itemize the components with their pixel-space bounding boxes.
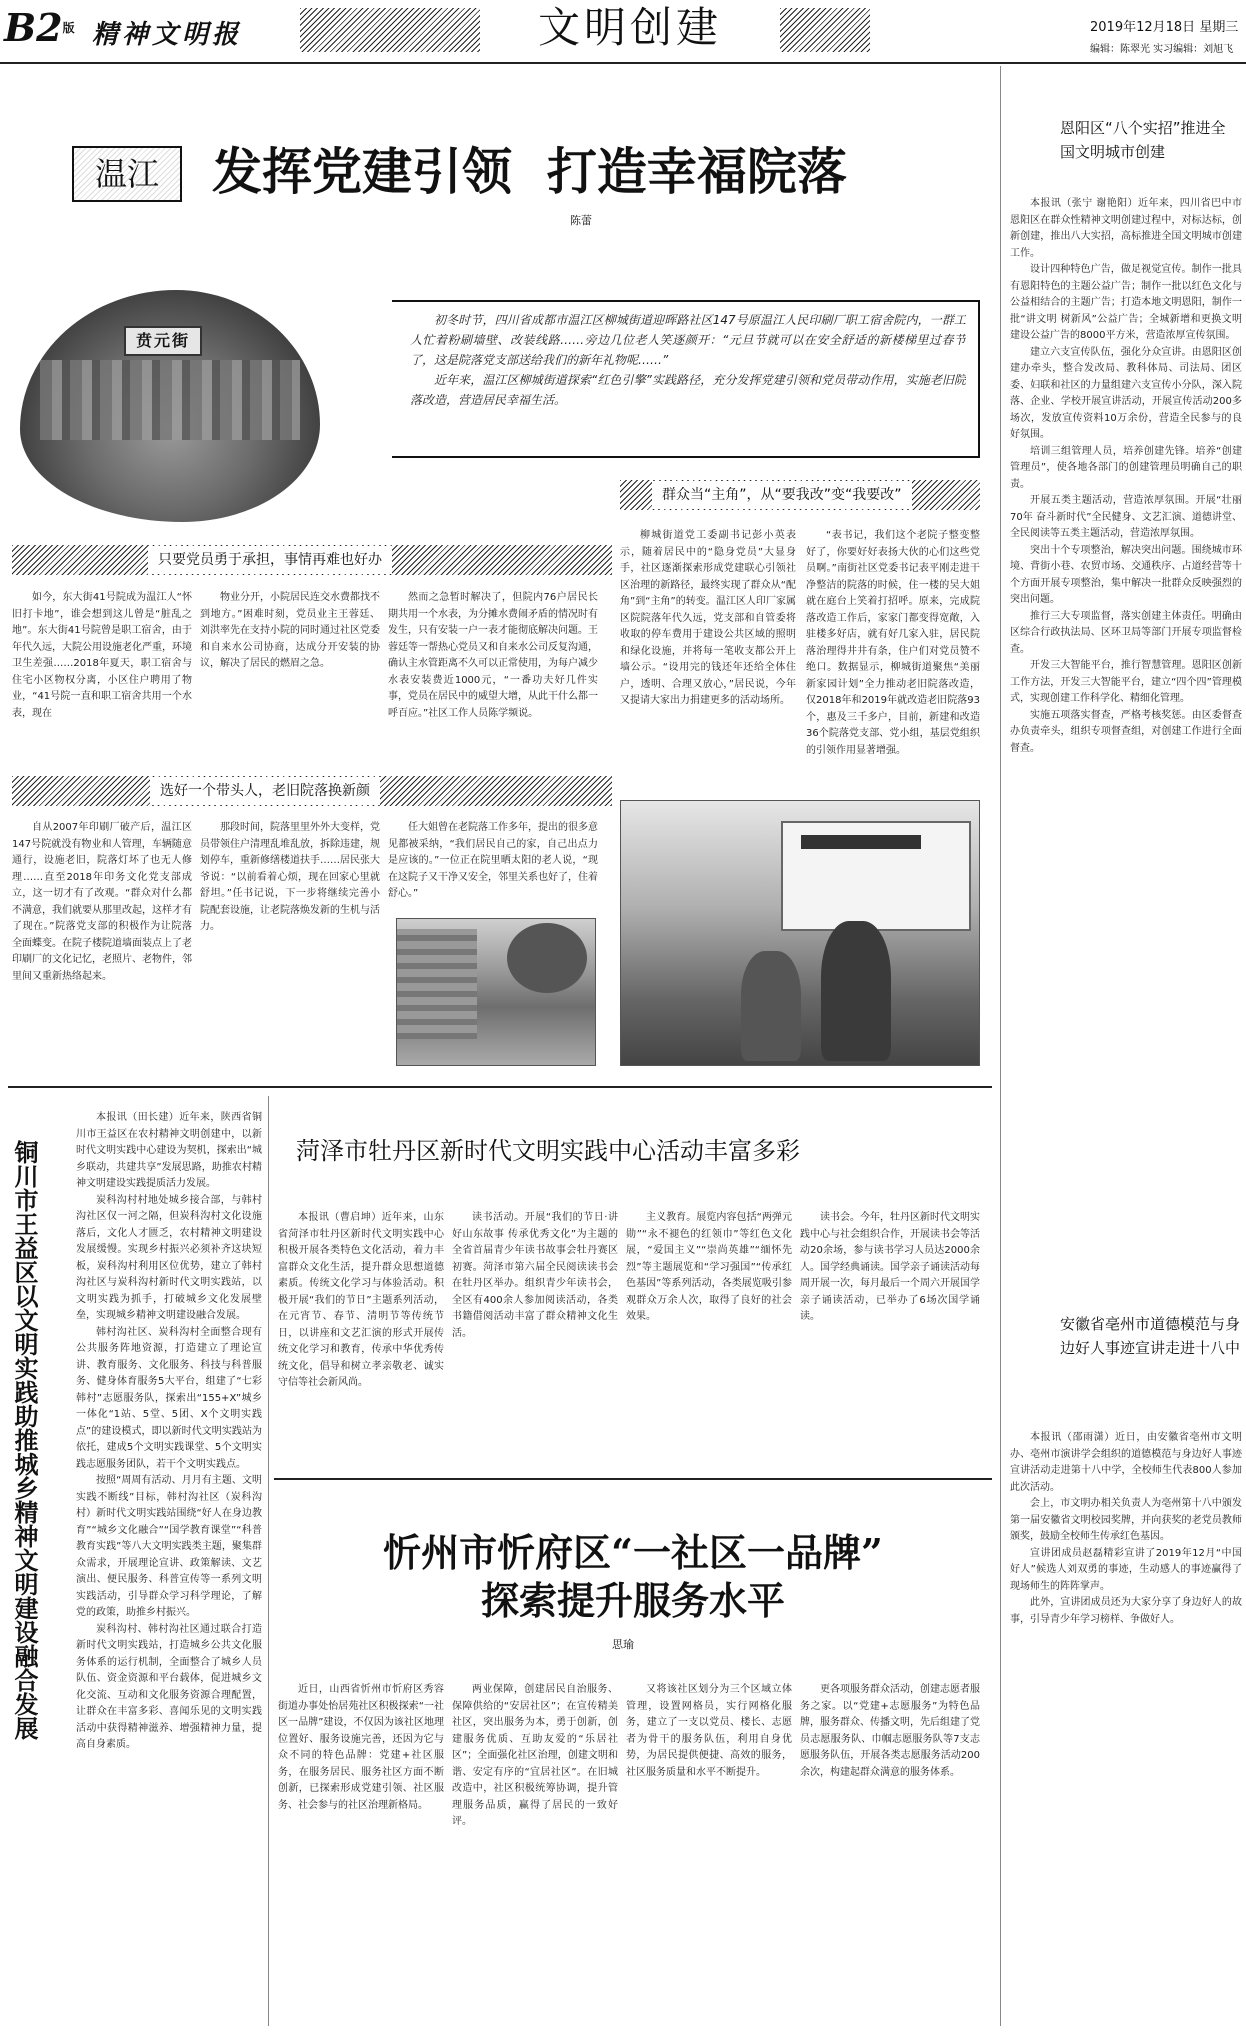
sec-a-col-2: 物业分开，小院居民连交水费都找不到地方。”困难时刻，党员业主王蓉廷、刘洪率先在支持小院的同时通过社区党委和自来水公司协商，达成分开安装的协议，解决了居民的燃眉之急。 <box>200 592 380 669</box>
page-number-value: B2 <box>4 5 63 50</box>
editors: 编辑：陈翠光 实习编辑：刘旭飞 <box>1090 44 1234 55</box>
sec-c-col-2: 那段时间，院落里里外外大变样，党员带领住户清理乱堆乱放，拆除违建，规划停车，重新修缮楼道扶手……居民张大爷说：“以前看着心烦，现在回家心里就舒坦。”任书记说，下一步将继续完善小院配套设施，让老院落焕发新的生机与活力。 <box>200 822 380 932</box>
sidebar-top-p2: 设计四种特色广告，做足视觉宣传。制作一批具有恩阳特色的主题公益广告；制作一批以红色文化与公益相结合的主题广告；打造本地文明恩阳，制作一批“讲文明 树新风”公益广告；全城新增和更换文明建设公益广告的8000平方米，营造浓厚宣传氛围。 <box>1010 264 1242 341</box>
sidebar-top-p8: 开发三大智能平台，推行智慧管理。恩阳区创新工作方法，开发三大智能平台，建立“四个四”管理模式，实现创建工作科学化、精细化管理。 <box>1010 660 1242 704</box>
sidebar-top-title: 恩阳区“八个实招”推进全国文明城市创建 <box>1060 119 1226 161</box>
page-number-suffix: 版 <box>62 21 75 35</box>
heze-col-4: 读书会。今年，牡丹区新时代文明实践中心与社会组织合作，开展读书会等活动20余场，参与读书学习人员达2000余人。国学经典诵读。国学亲子诵读活动每周开展一次，每月最后一个周六开展国学亲子诵读活动，已举办了6场次国学诵读。 <box>800 1212 980 1322</box>
xinzhou-byline: 思瑜 <box>612 1638 634 1651</box>
xinzhou-col-3: 又将该社区划分为三个区域立体管理，设置网格员，实行网格化服务，建立了一支以党员、楼长、志愿者为骨干的服务队伍，利用自身优势，为居民提供便捷、高效的服务，社区服务质量和水平不断提升。 <box>626 1684 792 1778</box>
courtyard-photo <box>396 918 596 1066</box>
xinzhou-col-1: 近日，山西省忻州市忻府区秀容街道办事处怡居苑社区积极探索“一社区一品牌”建设，不仅因为该社区地理位置好、服务设施完善，还因为它与众不同的特色品牌：党建+社区服务，在服务居民、服务社区方面不断创新，已探索形成党建引领、社区服务、社会参与的社区治理新格局。 <box>278 1684 444 1811</box>
main-byline: 陈蕾 <box>570 214 592 227</box>
sidebar-top-body <box>1010 196 1242 1230</box>
xinzhou-col-4: 更各项服务群众活动，创建志愿者服务之家。以“党建+志愿服务”为特色品牌，服务群众、传播文明，先后组建了党员志愿服务队、巾帼志愿服务队等7支志愿服务队伍，开展各类志愿服务活动200余次，构建起群众满意的服务体系。 <box>800 1684 980 1778</box>
volunteer-photo <box>620 800 980 1066</box>
subhead-3: 选好一个带头人，老旧院落换新颜 <box>150 777 380 805</box>
lead-photo <box>20 290 320 522</box>
sec-a-col-3: 然而之急暂时解决了，但院内76户居民长期共用一个水表，为分摊水费闹矛盾的情况时有发生，只有安装一户一表才能彻底解决问题。王蓉廷等一帮热心党员又和自来水公司反复沟通，确认主水管距离不久可以正常使用，为每户减少水表安装费近1000元，“一番功夫好几件实事，党员在居民中的威望大增，从此干什么都一呼百应。”社区工作人员陈学频说。 <box>388 592 598 719</box>
issue-date-value: 2019年12月18日 <box>1090 20 1196 35</box>
sidebar-top-p9: 实施五项落实督查，严格考核奖惩。由区委督查办负责牵头，组织专项督查组，对创建工作进行全面督查。 <box>1010 709 1242 754</box>
wall-mural <box>40 360 300 440</box>
tongchuan-body <box>76 1110 262 2026</box>
sidebar-top-p4: 培训三组管理人员，培养创建先锋。培养“创建管理员”，使各地各部门的创建管理员明确自己的职责。 <box>1010 445 1242 490</box>
main-story-bottom-rule <box>8 1086 992 1088</box>
sidebar-bottom-body <box>1010 1430 1242 2026</box>
sec-a-col-1: 如今，东大街41号院成为温江人“怀旧打卡地”，谁会想到这儿曾是“脏乱之地”。东大街41号院曾是职工宿舍，由于年代久远，大院公用设施老化严重，环境卫生差强……2018年夏天，职工宿舍与住宅小区物权分离，小区住户聘用了物业，“41号院一直和职工宿舍共用一个水表，现在 <box>12 592 192 719</box>
issue-weekday: 星期三 <box>1199 20 1239 35</box>
courtyard-building <box>397 929 477 1039</box>
heze-col-1: 本报讯（曹启坤）近年来，山东省菏泽市牡丹区新时代文明实践中心积极开展各类特色文化活动，着力丰富群众文化生活，提升群众思想道德素质。传统文化学习与体验活动。积极开展“我们的节日”主题系列活动，在元宵节、春节、清明节等传统节日，以讲座和文艺汇演的形式开展传统文化学习和教育，传承中华优秀传统文化，倡导和树立孝亲敬老、诚实守信等社会新风尚。 <box>278 1212 444 1388</box>
sidebar-top-p3: 建立六支宣传队伍，强化分众宣讲。由恩阳区创建办牵头，整合发改局、教科体局、司法局、团区委、妇联和社区的力量组建六支宣传小分队，深入院落、企业、学校开展宣讲活动，开展宣传活动200多场次，发放宣传资料10万余份，营造全民参与的良好氛围。 <box>1010 346 1242 440</box>
sec-c-col-3: 任大姐曾在老院落工作多年，提出的很多意见都被采纳，“我们居民自己的家，自己出点力是应该的。”一位正在院里晒太阳的老人说，“现在这院子又干净又安全，邻里关系也好了，住着舒心。” <box>388 822 598 899</box>
sidebar-bottom-p1: 本报讯（邵雨潇）近日，由安徽省亳州市文明办、亳州市演讲学会组织的道德模范与身边好人事迹宣讲活动走进第十八中学，全校师生代表800人参加此次活动。 <box>1010 1432 1242 1493</box>
masthead-rule <box>0 62 1246 64</box>
subhead-2: 只要党员勇于承担，事情再难也好办 <box>148 546 392 574</box>
subhead-1: 群众当“主角”，从“要我改”变“我要改” <box>652 481 912 509</box>
tongchuan-p2: 炭科沟村村地处城乡接合部，与韩村沟社区仅一河之隔，但炭科沟村文化设施落后，文化人才匮乏，农村精神文明建设发展缓慢。实现乡村振兴必须补齐这块短板，炭科沟村利用区位优势，建立了韩村沟社区与炭科沟村新时代文明实践站，以文明实践为抓手，打破城乡文化发展壁垒，实现城乡精神文明建设融合发展。 <box>76 1194 262 1321</box>
heze-bottom-rule <box>274 1478 992 1480</box>
xinzhou-col-2: 两业保障，创建居民自治服务、保障供给的“安居社区”；在宣传精美社区，突出服务为本，勇于创新，创建服务优质、互助友爱的“乐居社区”；全面强化社区治理，创建文明和谐、安定有序的“宜居社区”。在旧城改造中，社区积极统筹协调，提升管理服务品质，赢得了居民的一致好评。 <box>452 1684 618 1827</box>
sidebar-top-p6: 突出十个专项整治，解决突出问题。围绕城市环境、背街小巷、农贸市场、交通秩序、占道经营等十个方面开展专项整治，集中解决一批群众反映强烈的突出问题。 <box>1010 544 1242 605</box>
heze-col-3: 主义教育。展览内容包括“两弹元勋”“永不褪色的红领巾”等红色文化展，“爱国主义”“崇尚英雄”“缅怀先烈”等主题展览和“学习强国”“传承红色基因”等系列活动，各类展览吸引参观群众万余人次，取得了良好的社会效果。 <box>626 1212 792 1322</box>
tongchuan-p4: 按照“周周有活动、月月有主题、文明实践不断线”目标，韩村沟社区（炭科沟村）新时代文明实践站围绕“好人在身边教育”“城乡文化融合”“国学教育课堂”“科普教育实践”等八大文明实践类主题，聚集群众需求，开展理论宣讲、政策解读、文艺演出、便民服务、科普宣传等一系列文明实践活动，引导群众学习科学理论，了解党的政策，助推乡村振兴。 <box>76 1475 262 1618</box>
sec-c-col-1: 自从2007年印刷厂破产后，温江区147号院就没有物业和人管理，车辆随意通行，设施老旧，院落灯坏了也无人修理……直至2018年印务文化党支部成立，这一切才有了改观。“群众对什么都不满意，我们就要从那里改起，这样才有了现在。”院落党支部的积极作为让院落全面蝶变。在院子楼院道墙面装点上了老印刷厂的文化记忆，老照片、老物件，邻里间又重新热络起来。 <box>12 822 192 982</box>
sidebar-top-p1: 本报讯（张宁 谢艳阳）近年来，四川省巴中市恩阳区在群众性精神文明创建过程中，对标达标，创新创建，推出八大实招，高标推进全国文明城市创建工作。 <box>1010 198 1242 259</box>
xinzhou-headline-2: 探索提升服务水平 <box>480 1578 785 1623</box>
tongchuan-divider <box>268 1096 269 2026</box>
page-number <box>4 6 75 50</box>
masthead-hatch-left <box>300 8 480 52</box>
section-label: 文明创建 <box>480 2 780 54</box>
masthead-hatch-right <box>780 8 870 52</box>
xinzhou-headline-1: 忻州市忻府区“一社区一品牌” <box>383 1530 883 1575</box>
sidebar-top-p7: 推行三大专项监督，落实创建主体责任。明确由区综合行政执法局、区环卫局等部门开展专项监督检查。 <box>1010 610 1242 655</box>
paper-name: 精神文明报 <box>92 20 243 50</box>
lead-paragraph-1: 初冬时节，四川省成都市温江区柳城街道迎晖路社区147号原温江人民印刷厂职工宿舍院内，一群工人忙着粉刷墙壁、改装线路……旁边几位老人笑逐颜开：“元旦节就可以在安全舒适的新楼梯里过春节了，这是院落党支部送给我们的新年礼物呢……” <box>410 313 966 367</box>
sidebar-bottom-title: 安徽省亳州市道德模范与身边好人事迹宣讲走进十八中 <box>1060 1315 1241 1357</box>
location-tag: 温江 <box>94 155 159 193</box>
street-sign: 贲元街 <box>124 326 202 356</box>
lead-paragraph-2: 近年来，温江区柳城街道探索“红色引擎”实践路径，充分发挥党建引领和党员带动作用，实施老旧院落改造，营造居民幸福生活。 <box>410 373 966 407</box>
tongchuan-p1: 本报讯（田长建）近年来，陕西省铜川市王益区在农村精神文明创建中，以新时代文明实践中心建设为契机，探索出“城乡联动，共建共享”发展思路，助推农村精神文明建设实践提质活力发展。 <box>76 1112 262 1189</box>
lead-text <box>410 310 966 450</box>
masthead <box>0 0 1246 66</box>
main-headline: 发挥党建引领 打造幸福院落 <box>212 143 847 201</box>
sidebar-divider <box>1000 66 1001 2026</box>
tongchuan-title: 铜川市王益区以文明实践助推城乡精神文明建设融合发展 <box>10 1140 39 1740</box>
heze-headline: 菏泽市牡丹区新时代文明实践中心活动丰富多彩 <box>296 1137 800 1165</box>
volunteer-figure-2 <box>741 951 801 1061</box>
volunteer-figure-1 <box>821 921 891 1061</box>
sidebar-bottom-p2: 会上，市文明办相关负责人为亳州第十八中颁发第一届安徽省文明校园奖牌，并向获奖的老党员教师颁奖，鼓励全校师生传承红色基因。 <box>1010 1498 1242 1542</box>
sec-b-col-1: 柳城街道党工委副书记彭小英表示，随着居民中的“隐身党员”大显身手，社区逐渐探索形成党建联心引领社区治理的新路径，最终实现了群众从“配角”到“主角”的转变。温江区人印厂家属区院院落年代久远，党支部和自管委将收取的停车费用于建设公共区域的照明和绿化设施，并将每一笔收支都公开上墙公示。“设用完的钱还年还给全体住户，透明、合理又放心，”居民说，今年又提请大家出力捐建更多的活动场所。 <box>620 530 796 706</box>
tongchuan-p5: 炭科沟村、韩村沟社区通过联合打造新时代文明实践站，打造城乡公共文化服务体系的运行机制，全面整合了城乡人员队伍、资金资源和平台载体，促进城乡文化交流、互动和文化服务资源合理配置，让群众在丰富多彩、喜闻乐见的文明实践活动中获得精神滋养、增强精神力量，提高自身素质。 <box>76 1623 262 1750</box>
heze-col-2: 读书活动。开展“我们的节日·讲好山东故事 传承优秀文化”为主题的全省首届青少年读书故事会牡丹赛区初赛。菏泽市第六届全民阅读读书会在牡丹区举办。组织青少年读书会，全区有400余人参加阅读活动，各类书籍借阅活动丰富了群众精神文化生活。 <box>452 1212 618 1339</box>
sec-b-col-2: “表书记，我们这个老院子整变整好了，你要好好表扬大伙的心们这些党员啊。”南街社区党委书记表平刚走进干净整洁的院落的时候，住一楼的吴大姐就在庭台上笑着打招呼。原来，完成院落改造工作后，家家门都变得宽敞，入驻楼多好店，就有好几家入驻，居民院落治理得井井有条，住户们对党员赞不绝口。数据显示，柳城街道聚焦“美丽新家园计划”全力推动老旧院落改造，仅2018年和2019年就改造老旧院落93个，惠及三千多户，目前，新建和改造36个院落党支部、党小组，基层党组织的引领作用显著增强。 <box>806 530 980 756</box>
sidebar-top-p5: 开展五类主题活动，营造浓厚氛围。开展“壮丽70年 奋斗新时代”全民健身、文艺汇演、道德讲堂、全民阅读等五类主题活动，营造浓厚氛围。 <box>1010 495 1242 539</box>
courtyard-tree <box>507 923 587 993</box>
tongchuan-p3: 韩村沟社区、炭科沟村全面整合现有公共服务阵地资源，打造建立了理论宣讲、教育服务、文化服务、科技与科普服务、健身体育服务5大平台，组建了“七彩韩村”志愿服务队，探索出“155+X”城乡一体化“1站、5堂、5团、X个文明实践点”的建设模式，即以新时代文明实践站为依托，建成5个文明实践课堂、5个文明实践志愿服务团队，若干个文明实践点。 <box>76 1326 262 1470</box>
sidebar-bottom-p4: 此外，宣讲团成员还为大家分享了身边好人的故事，引导青少年学习榜样、争做好人。 <box>1010 1597 1242 1625</box>
board-sign <box>801 835 921 849</box>
sidebar-bottom-p3: 宣讲团成员赵磊精彩宣讲了2019年12月“中国好人”候选人刘双勇的事迹，生动感人的事迹赢得了现场师生的阵阵掌声。 <box>1010 1547 1242 1592</box>
issue-date <box>1090 16 1238 35</box>
